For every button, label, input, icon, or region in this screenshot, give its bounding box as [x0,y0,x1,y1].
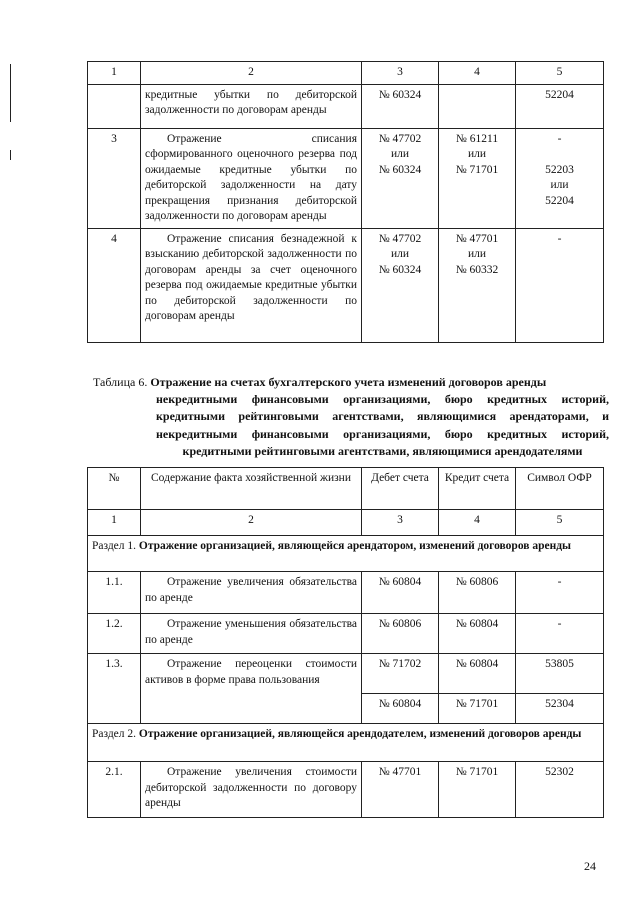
row-ofr: 52302 [516,762,604,818]
row-number: 1.1. [88,572,141,614]
section-row [88,536,604,572]
col-num-2: 2 [141,510,362,536]
col-num-5: 5 [516,62,604,85]
table-row [88,228,604,342]
margin-mark [10,64,11,122]
col-num-5: 5 [516,510,604,536]
table-header-row [88,468,604,510]
row-debit: № 60804 [362,694,439,724]
row-content: Отражение списания безнадежной к взысканию дебиторской задолженности по договорам аренды за счет оценочного резерва под ожидаемые кредитные убытки по дебиторской задолженности по договорам аренды [141,228,362,342]
section-row [88,724,604,762]
row-credit: № 71701 [439,762,516,818]
row-credit: № 60804 [439,654,516,694]
col-num-3: 3 [362,62,439,85]
row-content: Отражение списания сформированного оценочного резерва под ожидаемые кредитные убытки по дебиторской задолженности на дату прекращения признания дебиторской задолженности по договорам аренды [141,128,362,228]
row-debit: № 60804 [362,572,439,614]
row-ofr: - [516,228,604,342]
caption-title-rest: некредитными финансовыми организациями, бюро кредитных историй, кредитными рейтинговыми агентствами, являющимися арендаторами, и некредитными финансовыми организациями, бюро кредитных историй, кредитными рейтинговыми агентствами, являющимися арендодателями [156,392,609,458]
section-1-heading [88,536,604,572]
col-num-4: 4 [439,510,516,536]
row-credit [439,84,516,128]
table-row [88,572,604,614]
col-num-1: 1 [88,510,141,536]
table-continuation [87,61,604,343]
row-debit: № 47702 или № 60324 [362,228,439,342]
table-row [88,654,604,694]
col-num-2: 2 [141,62,362,85]
section-label: Раздел 2. [92,728,137,740]
row-ofr: 52204 [516,84,604,128]
section-label: Раздел 1. [92,540,137,552]
row-credit: № 60806 [439,572,516,614]
row-debit: № 47701 [362,762,439,818]
table-row [88,614,604,654]
caption-title-first: Отражение на счетах бухгалтерского учета изменений договоров аренды [150,375,547,389]
table-row [88,128,604,228]
row-ofr: 53805 [516,654,604,694]
row-ofr: - [516,614,604,654]
row-number: 3 [88,128,141,228]
margin-mark [10,150,11,160]
row-content: Отражение переоценки стоимости активов в форме права пользования [141,654,362,724]
row-number: 1.2. [88,614,141,654]
col-num-4: 4 [439,62,516,85]
section-title: Отражение организацией, являющейся арендодателем, изменений договоров аренды [138,728,582,740]
row-ofr: - [516,572,604,614]
header-debit: Дебет счета [362,468,439,510]
row-credit: № 47701 или № 60332 [439,228,516,342]
header-credit: Кредит счета [439,468,516,510]
table-row [88,84,604,128]
header-no: № [88,468,141,510]
row-debit: № 71702 [362,654,439,694]
row-credit: № 71701 [439,694,516,724]
page-number: 24 [584,859,596,873]
table-caption [93,374,609,460]
col-num-3: 3 [362,510,439,536]
table-number-row [88,62,604,85]
row-number: 2.1. [88,762,141,818]
header-ofr: Символ ОФР [516,468,604,510]
row-number [88,84,141,128]
row-debit: № 47702 или № 60324 [362,128,439,228]
table-lease-changes [87,467,604,818]
row-ofr: - 52203 или 52204 [516,128,604,228]
row-number: 4 [88,228,141,342]
header-content: Содержание факта хозяйственной жизни [141,468,362,510]
caption-label: Таблица 6. [93,375,148,389]
row-content: Отражение уменьшения обязательства по аренде [141,614,362,654]
row-number: 1.3. [88,654,141,724]
section-2-heading [88,724,604,762]
row-content: Отражение увеличения обязательства по аренде [141,572,362,614]
row-debit: № 60324 [362,84,439,128]
row-content: Отражение увеличения стоимости дебиторской задолженности по договору аренды [141,762,362,818]
table-number-row [88,510,604,536]
row-credit: № 60804 [439,614,516,654]
row-content: кредитные убытки по дебиторской задолженности по договорам аренды [141,84,362,128]
row-credit: № 61211 или № 71701 [439,128,516,228]
table-row [88,762,604,818]
row-ofr: 52304 [516,694,604,724]
row-debit: № 60806 [362,614,439,654]
col-num-1: 1 [88,62,141,85]
section-title: Отражение организацией, являющейся арендатором, изменений договоров аренды [138,540,572,552]
